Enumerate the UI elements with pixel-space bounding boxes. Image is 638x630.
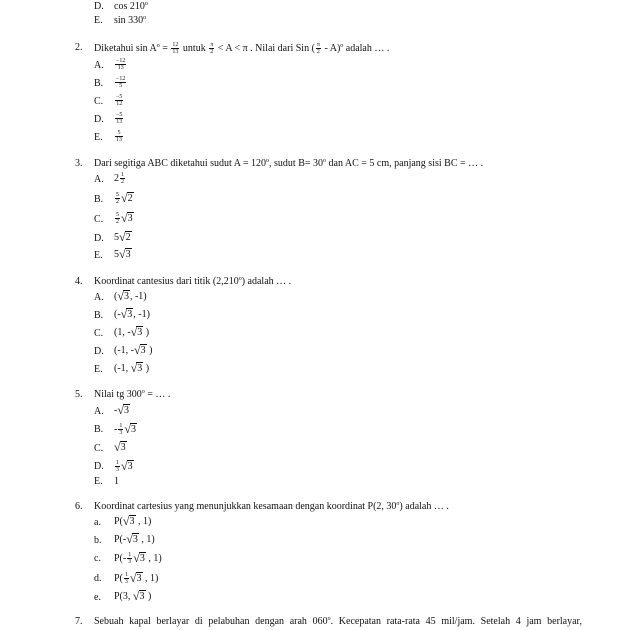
q5-number: 5. [75, 389, 83, 400]
q2-option-d-text: $\frac{-5}{13}$ [116, 112, 123, 125]
q2-option-a-text: $\frac{-12}{13}$ [116, 58, 126, 71]
q3-option-c-text: $\frac{5}{2}$ √3 [116, 210, 133, 225]
q6-option-a-text: P(√3 , 1) [114, 514, 152, 528]
q5-option-e-label: E. [94, 476, 103, 487]
q5-option-d-text: $\frac{1}{3}$ √3 [116, 458, 133, 473]
q2-option-a-label: A. [94, 60, 104, 71]
q5-option-b-text: - $\frac{1}{3}$ √3 [114, 421, 136, 436]
q3-stem: Dari segitiga ABC diketahui sudut $A = 120^o$, sudut $B= 30^o$ dan AC = 5 cm, panjang sisi BC = … . [94, 158, 484, 169]
q5-option-c-text: √3 [114, 440, 126, 454]
q4-option-d-text: (-1, -√3 ) [114, 343, 153, 357]
q6-stem: Koordinat cartesius yang menunjukkan kesamaan dengan koordinat P(2, 30$^o$) adalah … . [94, 501, 449, 512]
q6-number: 6. [75, 501, 83, 512]
q5-option-e-text: 1 [114, 476, 119, 487]
q4-option-e-label: E. [94, 364, 103, 375]
q3-number: 3. [75, 158, 83, 169]
q5-option-d-label: D. [94, 461, 104, 472]
q2-option-b-text: $\frac{-12}{5}$ [116, 76, 126, 89]
q7-stem: Sebuah kapal berlayar di pelabuhan dengan arah 060$^o$. Kecepatan rata-rata 45 mil/jam. Setelah 4 jam berlayar, [94, 616, 582, 627]
q4-option-c-text: (1, -√3 ) [114, 325, 150, 339]
q4-option-c-label: C. [94, 328, 104, 339]
q6-option-c-label: c. [94, 553, 101, 564]
q2-option-b-label: B. [94, 78, 104, 89]
q3-option-a-text: 2 $\frac{1}{2}$ [114, 172, 124, 185]
q4-option-e-text: (-1, √3 ) [114, 361, 150, 375]
q6-option-c-text: P(- $\frac{1}{3}$ √3 , 1) [114, 550, 162, 565]
q2-option-c-label: C. [94, 96, 104, 107]
q6-option-d-text: P( $\frac{1}{3}$ √3 , 1) [114, 570, 159, 585]
q2-stem: Diketahui $\sin A^o$ = $\frac{12}{13}$ untuk $\frac{\pi}{2}$ < A < π . Nilai dari Sin ( $\frac{\pi}{2}$ - A)$^o$ adalah … . [94, 42, 390, 55]
q4-option-a-text: (√3, -1) [114, 289, 147, 303]
q1-option-e-text: sin 330$^o$ [114, 15, 147, 26]
q6-option-a-label: a. [94, 517, 101, 528]
q7-number: 7. [75, 616, 83, 627]
q4-number: 4. [75, 276, 83, 287]
q5-option-b-label: B. [94, 424, 104, 435]
q3-option-b-text: $\frac{5}{2}$ √2 [116, 190, 133, 205]
q2-number: 2. [75, 42, 83, 53]
q2-option-e-text: $\frac{5}{13}$ [116, 130, 122, 143]
q1-option-e-label: E. [94, 15, 103, 26]
q5-option-a-text: -√3 [114, 403, 129, 417]
q5-stem: Nilai tg $300^o$ = … . [94, 389, 171, 400]
q3-option-e-text: 5√3 [114, 247, 131, 261]
q4-option-b-label: B. [94, 310, 104, 321]
q3-option-d-text: 5√2 [114, 230, 131, 244]
q3-option-a-label: A. [94, 174, 104, 185]
q4-option-a-label: A. [94, 292, 104, 303]
q6-option-e-text: P(3, √3 ) [114, 589, 152, 603]
q3-option-c-label: C. [94, 214, 104, 225]
q4-option-b-text: (-√3, -1) [114, 307, 150, 321]
q1-option-d-text: cos 210$^o$ [114, 1, 148, 12]
q1-option-d-label: D. [94, 1, 104, 12]
q4-stem: Koordinat cantesius dari titik (2,210$^o$) adalah … . [94, 276, 292, 287]
q4-option-d-label: D. [94, 346, 104, 357]
q2-option-c-text: $\frac{-5}{12}$ [116, 94, 123, 107]
q6-option-e-label: e. [94, 592, 101, 603]
q2-option-d-label: D. [94, 114, 104, 125]
q3-option-d-label: D. [94, 233, 104, 244]
q5-option-c-label: C. [94, 443, 104, 454]
q3-option-e-label: E. [94, 250, 103, 261]
q6-option-b-text: P(-√3 , 1) [114, 532, 155, 546]
q6-option-b-label: b. [94, 535, 102, 546]
q6-option-d-label: d. [94, 573, 102, 584]
q3-option-b-label: B. [94, 194, 104, 205]
q2-option-e-label: E. [94, 132, 103, 143]
q5-option-a-label: A. [94, 406, 104, 417]
